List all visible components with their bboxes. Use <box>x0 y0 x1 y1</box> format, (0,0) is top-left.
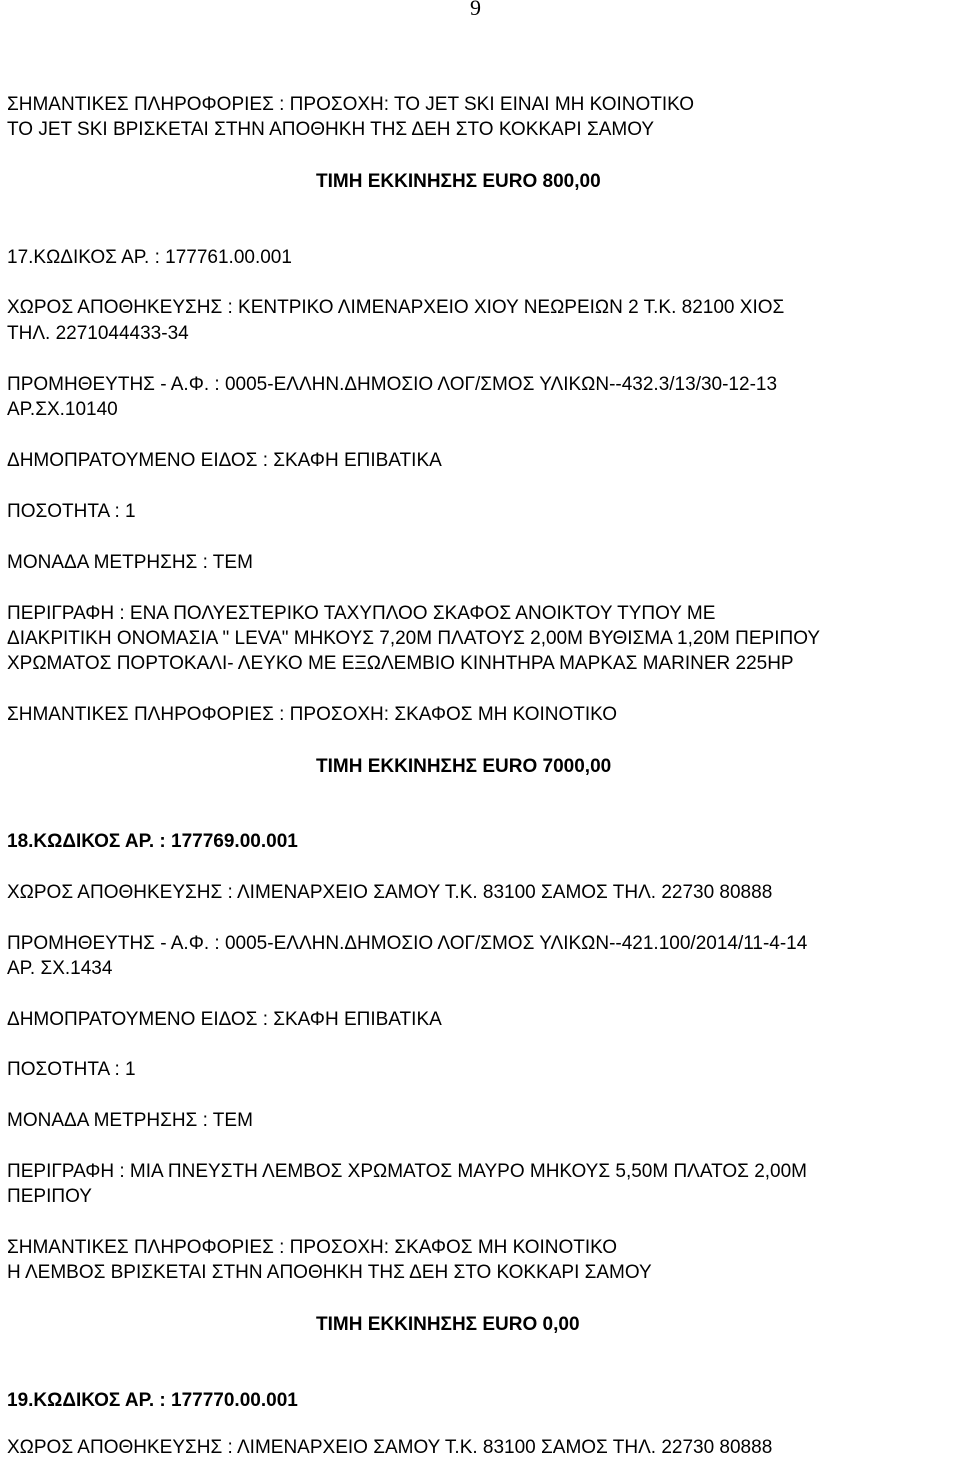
item19-storage-line-1: ΧΩΡΟΣ ΑΠΟΘΗΚΕΥΣΗΣ : ΛΙΜΕΝΑΡΧΕΙΟ ΣΑΜΟΥ Τ.Κ. 83100 ΣΑΜΟΣ ΤΗΛ. 22730 80888 <box>7 1437 773 1458</box>
item17-description-line-3: ΧΡΩΜΑΤΟΣ ΠΟΡΤΟΚΑΛΙ- ΛΕΥΚΟ ΜΕ ΕΞΩΛΕΜΒΙΟ ΚΙΝΗΤΗΡΑ ΜΑΡΚΑΣ MARINER 225HP <box>7 653 794 674</box>
item18-type: ΔΗΜΟΠΡΑΤΟΥΜΕΝΟ ΕΙΔΟΣ : ΣΚΑΦΗ ΕΠΙΒΑΤΙΚΑ <box>7 1009 442 1030</box>
item17-quantity: ΠΟΣΟΤΗΤΑ : 1 <box>7 501 136 522</box>
item17-unit: ΜΟΝΑΔΑ ΜΕΤΡΗΣΗΣ : ΤΕΜ <box>7 552 253 573</box>
item18-supplier-line-2: ΑΡ. ΣΧ.1434 <box>7 958 113 979</box>
item17-storage-line-1: ΧΩΡΟΣ ΑΠΟΘΗΚΕΥΣΗΣ : ΚΕΝΤΡΙΚΟ ΛΙΜΕΝΑΡΧΕΙΟ ΧΙΟΥ ΝΕΩΡΕΙΩΝ 2 Τ.Κ. 82100 ΧΙΟΣ <box>7 297 785 318</box>
item19-code: 19.ΚΩΔΙΚΟΣ ΑΡ. : 177770.00.001 <box>7 1390 298 1411</box>
page-number: 9 <box>470 0 481 20</box>
item18-description-line-1: ΠΕΡΙΓΡΑΦΗ : ΜΙΑ ΠΝΕΥΣΤΗ ΛΕΜΒΟΣ ΧΡΩΜΑΤΟΣ ΜΑΥΡΟ ΜΗΚΟΥΣ 5,50Μ ΠΛΑΤΟΣ 2,00Μ <box>7 1161 808 1182</box>
item17-description-line-2: ΔΙΑΚΡΙΤΙΚΗ ΟΝΟΜΑΣΙΑ " LEVA" ΜΗΚΟΥΣ 7,20Μ ΠΛΑΤΟΥΣ 2,00Μ ΒΥΘΙΣΜΑ 1,20Μ ΠΕΡΙΠΟΥ <box>7 628 821 649</box>
item16-info-line-2: ΤΟ JET SKI ΒΡΙΣΚΕΤΑΙ ΣΤΗΝ ΑΠΟΘΗΚΗ ΤΗΣ ΔΕΗ ΣΤΟ ΚΟΚΚΑΡΙ ΣΑΜΟΥ <box>7 119 655 140</box>
item17-code: 17.ΚΩΔΙΚΟΣ ΑΡ. : 177761.00.001 <box>7 247 292 268</box>
item18-quantity: ΠΟΣΟΤΗΤΑ : 1 <box>7 1059 136 1080</box>
item18-supplier-line-1: ΠΡΟΜΗΘΕΥΤΗΣ - Α.Φ. : 0005-ΕΛΛΗΝ.ΔΗΜΟΣΙΟ ΛΟΓ/ΣΜΟΣ ΥΛΙΚΩΝ--421.100/2014/11-4-14 <box>7 933 808 954</box>
item18-code: 18.ΚΩΔΙΚΟΣ ΑΡ. : 177769.00.001 <box>7 831 298 852</box>
item18-starting-price: ΤΙΜΗ ΕΚΚΙΝΗΣΗΣ EURO 0,00 <box>316 1314 580 1335</box>
item17-starting-price: ΤΙΜΗ ΕΚΚΙΝΗΣΗΣ EURO 7000,00 <box>316 756 612 777</box>
item16-starting-price: ΤΙΜΗ ΕΚΚΙΝΗΣΗΣ EURO 800,00 <box>316 171 601 192</box>
item17-description-line-1: ΠΕΡΙΓΡΑΦΗ : ΕΝΑ ΠΟΛΥΕΣΤΕΡΙΚΟ ΤΑΧΥΠΛΟΟ ΣΚΑΦΟΣ ΑΝΟΙΚΤΟΥ ΤΥΠΟΥ ΜΕ <box>7 603 716 624</box>
item18-unit: ΜΟΝΑΔΑ ΜΕΤΡΗΣΗΣ : ΤΕΜ <box>7 1110 253 1131</box>
item18-info-line-2: Η ΛΕΜΒΟΣ ΒΡΙΣΚΕΤΑΙ ΣΤΗΝ ΑΠΟΘΗΚΗ ΤΗΣ ΔΕΗ ΣΤΟ ΚΟΚΚΑΡΙ ΣΑΜΟΥ <box>7 1262 652 1283</box>
item18-description-line-2: ΠΕΡΙΠΟΥ <box>7 1186 92 1207</box>
item18-info-line-1: ΣΗΜΑΝΤΙΚΕΣ ΠΛΗΡΟΦΟΡΙΕΣ : ΠΡΟΣΟΧΗ: ΣΚΑΦΟΣ ΜΗ ΚΟΙΝΟΤΙΚΟ <box>7 1237 618 1258</box>
item18-storage-line-1: ΧΩΡΟΣ ΑΠΟΘΗΚΕΥΣΗΣ : ΛΙΜΕΝΑΡΧΕΙΟ ΣΑΜΟΥ Τ.Κ. 83100 ΣΑΜΟΣ ΤΗΛ. 22730 80888 <box>7 882 773 903</box>
item17-type: ΔΗΜΟΠΡΑΤΟΥΜΕΝΟ ΕΙΔΟΣ : ΣΚΑΦΗ ΕΠΙΒΑΤΙΚΑ <box>7 450 442 471</box>
item16-info-line-1: ΣΗΜΑΝΤΙΚΕΣ ΠΛΗΡΟΦΟΡΙΕΣ : ΠΡΟΣΟΧΗ: ΤΟ JET SKI ΕΙΝΑΙ ΜΗ ΚΟΙΝΟΤΙΚΟ <box>7 94 695 115</box>
item17-storage-line-2: ΤΗΛ. 2271044433-34 <box>7 323 189 344</box>
item17-supplier-line-2: ΑΡ.ΣΧ.10140 <box>7 399 118 420</box>
item17-supplier-line-1: ΠΡΟΜΗΘΕΥΤΗΣ - Α.Φ. : 0005-ΕΛΛΗΝ.ΔΗΜΟΣΙΟ ΛΟΓ/ΣΜΟΣ ΥΛΙΚΩΝ--432.3/13/30-12-13 <box>7 374 778 395</box>
item17-info-line-1: ΣΗΜΑΝΤΙΚΕΣ ΠΛΗΡΟΦΟΡΙΕΣ : ΠΡΟΣΟΧΗ: ΣΚΑΦΟΣ ΜΗ ΚΟΙΝΟΤΙΚΟ <box>7 704 618 725</box>
